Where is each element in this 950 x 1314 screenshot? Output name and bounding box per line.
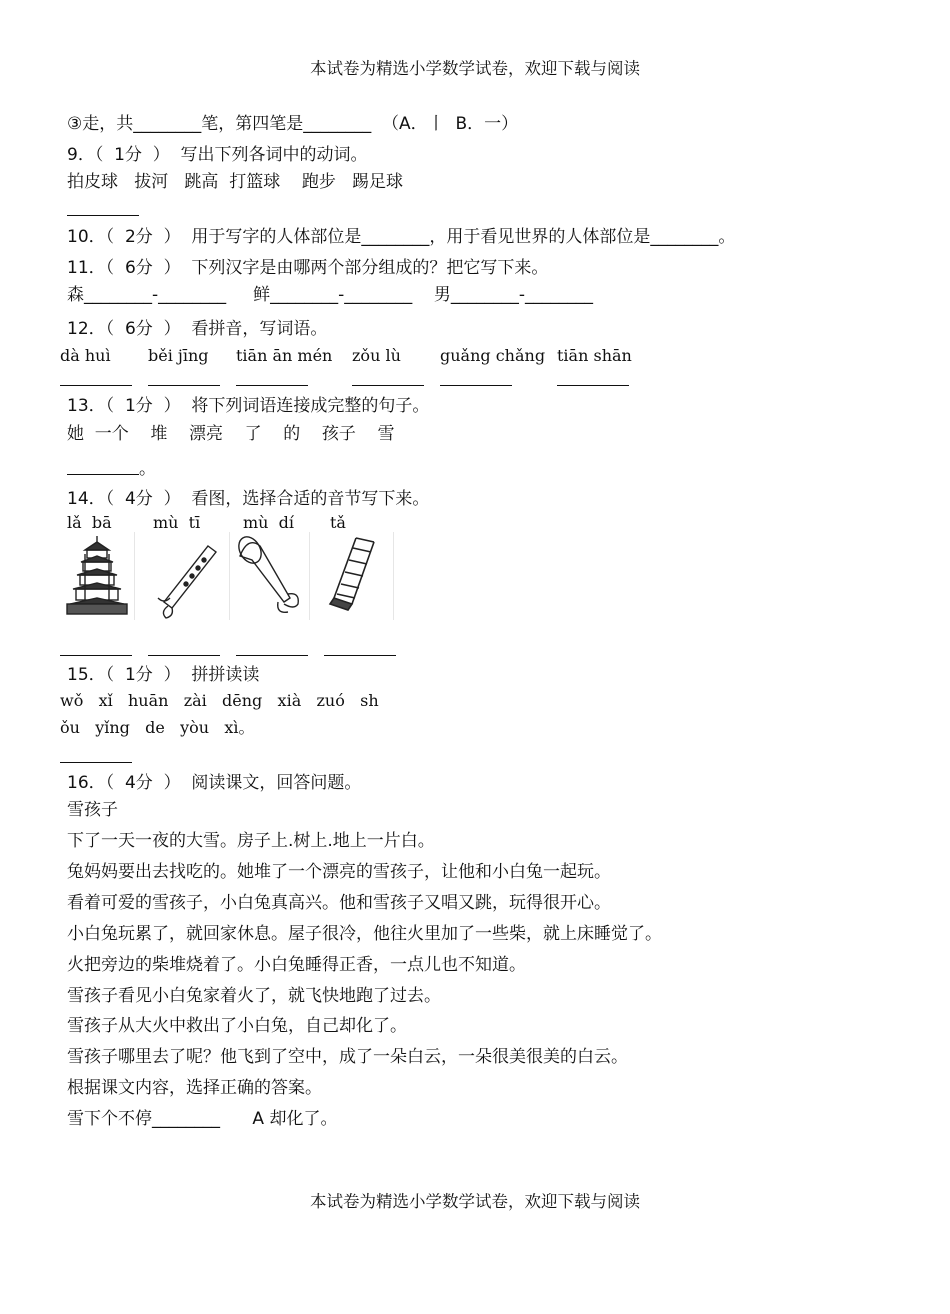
q12-blank-1[interactable] bbox=[60, 385, 132, 386]
q12-pinyin-5: guǎng chǎng bbox=[440, 346, 546, 365]
q15-answer-blank[interactable] bbox=[60, 762, 132, 763]
story-paragraph: 看着可爱的雪孩子，小白兔真高兴。他和雪孩子又唱又跳，玩得很开心。 bbox=[67, 893, 611, 913]
q11-title: 11．（ 6分 ） 下列汉字是由哪两个部分组成的？把它写下来。 bbox=[67, 258, 549, 278]
q15-pinyin-line-2: ǒu yǐng de yòu xì。 bbox=[60, 718, 255, 737]
q16-instruction: 根据课文内容，选择正确的答案。 bbox=[67, 1078, 322, 1098]
story-paragraph: 雪孩子哪里去了呢？他飞到了空中，成了一朵白云，一朵很美很美的白云。 bbox=[67, 1047, 628, 1067]
q8-tail-line: ③走，共________笔，第四笔是________ （A．丨 B．一） bbox=[67, 114, 519, 134]
q12-pinyin-6: tiān shān bbox=[557, 346, 632, 365]
q9-answer-blank[interactable] bbox=[67, 215, 139, 216]
q12-title: 12．（ 6分 ） 看拼音，写词语。 bbox=[67, 319, 328, 339]
page-footer: 本试卷为精选小学数学试卷，欢迎下载与阅读 bbox=[310, 1192, 640, 1211]
q13-answer-blank[interactable] bbox=[67, 474, 139, 475]
flute-picture bbox=[146, 532, 230, 620]
q13-period: 。 bbox=[139, 459, 156, 479]
ladder-icon bbox=[322, 532, 394, 620]
q12-pinyin-3: tiān ān mén bbox=[236, 346, 333, 365]
q16-title: 16．（ 4分 ） 阅读课文，回答问题。 bbox=[67, 773, 362, 793]
flute-icon bbox=[146, 532, 230, 620]
story-paragraph: 雪孩子看见小白兔家着火了，就飞快地跑了过去。 bbox=[67, 986, 441, 1006]
q10-title: 10．（ 2分 ） 用于写字的人体部位是________，用于看见世界的人体部位是________。 bbox=[67, 227, 736, 247]
q9-title: 9．（ 1分 ） 写出下列各词中的动词。 bbox=[67, 145, 368, 165]
page-header: 本试卷为精选小学数学试卷，欢迎下载与阅读 bbox=[310, 59, 640, 78]
q14-syllable-1: lǎ bā bbox=[67, 513, 112, 532]
q14-syllable-3: mù dí bbox=[243, 513, 295, 532]
q14-blank-1[interactable] bbox=[60, 655, 132, 656]
q14-syllable-4: tǎ bbox=[330, 513, 346, 532]
q12-pinyin-4: zǒu lù bbox=[352, 346, 401, 365]
q12-pinyin-1: dà huì bbox=[60, 346, 111, 365]
q14-blank-4[interactable] bbox=[324, 655, 396, 656]
q11-answer-line: 森________-________ 鲜________-________ 男________-________ bbox=[67, 285, 594, 305]
pagoda-picture bbox=[59, 532, 135, 620]
story-paragraph: 雪孩子从大火中救出了小白兔，自己却化了。 bbox=[67, 1016, 407, 1036]
story-title: 雪孩子 bbox=[67, 800, 118, 820]
q14-blank-3[interactable] bbox=[236, 655, 308, 656]
horn-icon bbox=[234, 532, 310, 620]
q13-title: 13．（ 1分 ） 将下列词语连接成完整的句子。 bbox=[67, 396, 430, 416]
q15-pinyin-line-1: wǒ xǐ huān zài dēng xià zuó sh bbox=[60, 691, 379, 710]
q14-blank-2[interactable] bbox=[148, 655, 220, 656]
q12-blank-2[interactable] bbox=[148, 385, 220, 386]
q9-words: 拍皮球 拔河 跳高 打篮球 跑步 踢足球 bbox=[67, 172, 404, 192]
story-paragraph: 下了一天一夜的大雪。房子上.树上.地上一片白。 bbox=[67, 831, 435, 851]
pagoda-icon bbox=[59, 532, 135, 620]
story-paragraph: 火把旁边的柴堆烧着了。小白兔睡得正香，一点儿也不知道。 bbox=[67, 955, 526, 975]
ladder-picture bbox=[322, 532, 394, 620]
q14-title: 14．（ 4分 ） 看图，选择合适的音节写下来。 bbox=[67, 489, 430, 509]
story-paragraph: 兔妈妈要出去找吃的。她堆了一个漂亮的雪孩子，让他和小白兔一起玩。 bbox=[67, 862, 611, 882]
q15-title: 15．（ 1分 ） 拼拼读读 bbox=[67, 665, 260, 685]
q12-blank-3[interactable] bbox=[236, 385, 308, 386]
q13-words: 她 一个 堆 漂亮 了 的 孩子 雪 bbox=[67, 424, 395, 444]
horn-picture bbox=[234, 532, 310, 620]
story-paragraph: 小白兔玩累了，就回家休息。屋子很冷，他往火里加了一些柴，就上床睡觉了。 bbox=[67, 924, 662, 944]
q16-match-line: 雪下个不停________ A 却化了。 bbox=[67, 1109, 338, 1129]
q14-syllable-2: mù tī bbox=[153, 513, 201, 532]
q12-pinyin-2: běi jīng bbox=[148, 346, 209, 365]
q12-blank-4[interactable] bbox=[352, 385, 424, 386]
q12-blank-6[interactable] bbox=[557, 385, 629, 386]
q12-blank-5[interactable] bbox=[440, 385, 512, 386]
